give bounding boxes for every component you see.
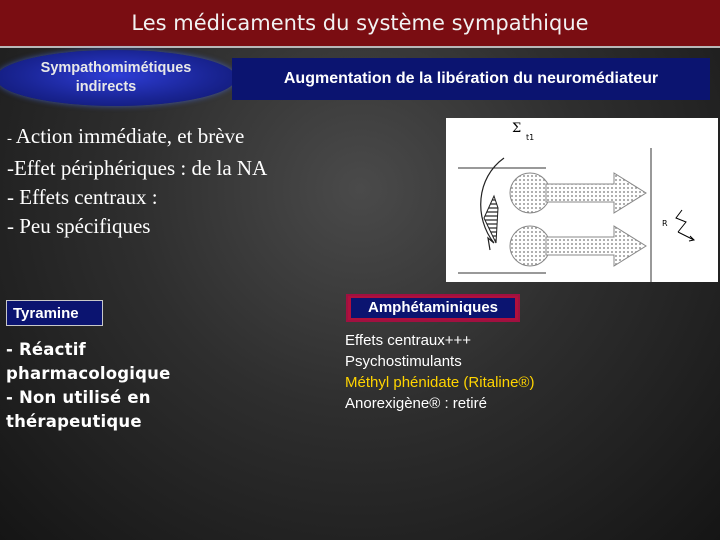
sigma-sub-label: t1 [526,133,535,142]
amphetaminiques-description [345,330,534,414]
release-arrow [546,173,646,213]
amphetaminiques-line-highlight: Méthyl phénidate (Ritaline®) [345,374,535,391]
tyramine-line: - Réactif [6,340,86,359]
bullet-item: - Effets centraux : [7,185,158,209]
bullet-item: -Effet périphériques : de la NA [7,156,268,180]
tyramine-label: Tyramine [6,300,103,326]
heading-box: Augmentation de la libération du neuromédiateur [232,58,710,100]
tyramine-line: - Non utilisé en [6,388,151,407]
topic-line-2: indirects [75,79,137,95]
tyramine-line: thérapeutique [6,412,142,431]
slide-title: Les médicaments du système sympathique [0,0,720,48]
amphetaminiques-line: Anorexigène® : retiré [345,395,487,412]
release-arrow [546,226,646,266]
bullet-item: - Peu spécifiques [7,214,151,238]
topic-line-1: Sympathomimétiques [40,60,192,76]
bullet-item [7,122,267,154]
tyramine-line: pharmacologique [6,364,171,383]
topic-ellipse [0,50,236,106]
bullet-list [7,122,267,241]
amphetaminiques-line: Psychostimulants [345,353,462,370]
tyramine-description [6,338,170,434]
synapse-diagram [446,118,718,282]
receptor-label: R [662,219,668,228]
hatched-region [484,196,498,243]
bullet-dash: - [7,131,16,147]
amphetaminiques-label-frame [346,294,520,322]
sigma-label: Σ [512,121,522,136]
bullet-text: Action immédiate, et brève [15,124,245,148]
signal-arrow [678,232,694,240]
signal-zigzag [676,210,686,232]
amphetaminiques-label: Amphétaminiques [351,298,515,318]
vesicle [510,226,550,266]
vesicle [510,173,550,213]
synapse-diagram-svg [446,118,718,282]
amphetaminiques-line: Effets centraux+++ [345,332,472,349]
